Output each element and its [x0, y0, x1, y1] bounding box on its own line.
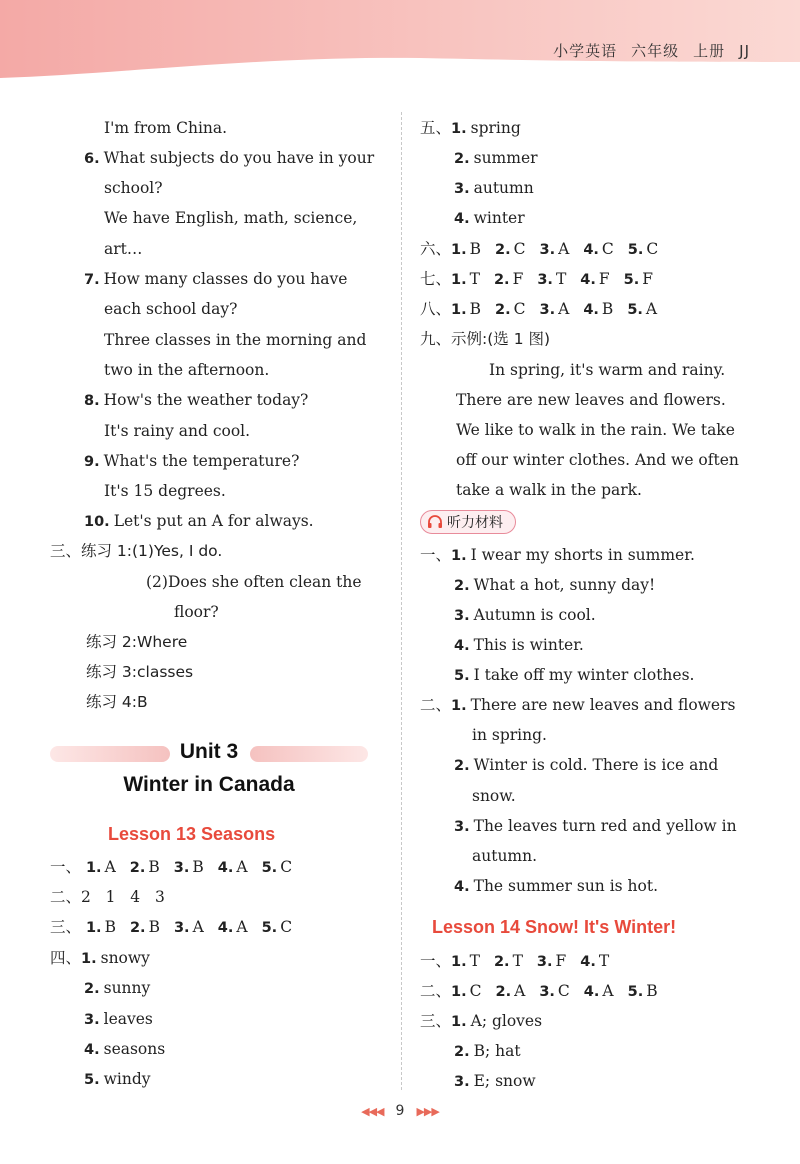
answer-item: 5. F — [623, 270, 654, 288]
practice-3: 练习 3:classes — [86, 663, 194, 681]
answer-item: 4. A — [217, 918, 248, 936]
essay-line: We like to walk in the rain. We take — [456, 421, 735, 439]
answer-text: We have English, math, science, — [104, 209, 358, 227]
answer-text: 2 1 4 3 — [81, 888, 165, 906]
practice-4: 练习 4:B — [86, 693, 148, 711]
row-label: 一、 — [420, 546, 452, 564]
l13-row-2 — [50, 887, 165, 907]
essay-line: off our winter clothes. And we often — [456, 451, 739, 469]
answer-item: 2. C — [495, 240, 526, 258]
header-edition: JJ — [739, 42, 750, 60]
row-label: 六、 — [420, 240, 452, 258]
r5-row: 五、1. spring — [420, 119, 521, 137]
answer-item: 2. C — [495, 300, 526, 318]
answer-item: 4. A — [583, 982, 614, 1000]
answer-item: 3. A — [539, 240, 570, 258]
header-subject: 小学英语 — [553, 42, 618, 60]
answer-item: 2. B — [129, 918, 160, 936]
answer-item: 4. seasons — [84, 1040, 166, 1058]
headphones-icon — [427, 514, 443, 530]
answer-item: 4. F — [580, 270, 610, 288]
question-9 — [84, 451, 299, 472]
answer-item: 5. windy — [84, 1070, 151, 1088]
answer-text: It's rainy and cool. — [104, 422, 251, 440]
answer-item: 5. C — [261, 918, 293, 936]
question-8 — [84, 390, 308, 411]
answer-item: 4. C — [583, 240, 614, 258]
essay-line: There are new leaves and flowers. — [456, 391, 726, 409]
answer-item: 3. B — [173, 858, 204, 876]
question-number: 6. — [84, 151, 100, 167]
lesson-14-title: Lesson 14 Snow! It's Winter! — [432, 917, 677, 937]
question-text: school? — [104, 179, 163, 197]
answer-item: 4. A — [217, 858, 248, 876]
answer-text: It's 15 degrees. — [104, 482, 226, 500]
answer-item: 1. T — [451, 270, 480, 288]
answer-item: 1. C — [451, 982, 482, 1000]
row-label: 三、 — [420, 1012, 452, 1030]
practice-2: 练习 2:Where — [86, 633, 188, 651]
answer-item: 5. C — [627, 240, 659, 258]
header-volume: 上册 — [693, 42, 726, 60]
answer-item: 2. summer — [454, 149, 538, 167]
essay-line: take a walk in the park. — [456, 481, 642, 499]
answer-item: 5. A — [627, 300, 658, 318]
row-label: 二、 — [420, 696, 452, 714]
listening-item: in spring. — [472, 726, 547, 744]
answer-item: 2. sunny — [84, 979, 151, 997]
header-grade: 六年级 — [631, 42, 680, 60]
answer-item: 3. A — [173, 918, 204, 936]
question-text: each school day? — [104, 300, 238, 318]
ls2-row: 二、1. There are new leaves and flowers — [420, 696, 736, 714]
answer-item: 3. F — [536, 952, 567, 970]
answer-text: floor? — [174, 603, 219, 621]
l13-row-1 — [50, 857, 306, 878]
row-label: 七、 — [420, 270, 452, 288]
answer-item: 1. B — [85, 918, 116, 936]
question-7 — [84, 269, 347, 290]
l13-row-4: 四、1. snowy — [50, 949, 150, 967]
question-number: 10. — [84, 514, 110, 530]
answer-item: 2. A — [495, 982, 526, 1000]
header-text — [539, 40, 750, 61]
answer-item: 3. E; snow — [454, 1072, 536, 1090]
page-header — [0, 0, 800, 100]
l14-row-3: 三、1. A; gloves — [420, 1012, 543, 1030]
answer-item: 4. winter — [454, 209, 525, 227]
unit-title: Unit 3 — [179, 740, 239, 763]
answer-item: 2. B — [129, 858, 160, 876]
listening-item: 2. Winter is cold. There is ice and — [454, 756, 719, 774]
answer-item: 3. T — [537, 270, 567, 288]
l14-row-1 — [420, 951, 623, 972]
row-label: 五、 — [420, 119, 452, 137]
answer-item: 5. B — [627, 982, 658, 1000]
answer-text: Three classes in the morning and — [104, 331, 367, 349]
answer-text: two in the afternoon. — [104, 361, 270, 379]
row-label: 二、 — [50, 888, 82, 906]
question-text: What's the temperature? — [103, 452, 300, 470]
answer-item: 3. leaves — [84, 1010, 153, 1028]
row-label: 四、 — [50, 949, 82, 967]
answer-item: 1. T — [451, 952, 480, 970]
question-text: How many classes do you have — [103, 270, 348, 288]
prev-arrows-icon: ◀◀◀ — [361, 1105, 384, 1118]
listening-item: 4. This is winter. — [454, 636, 584, 654]
listening-item: snow. — [472, 787, 516, 805]
row-label: 三、 — [50, 918, 82, 936]
listening-item: 4. The summer sun is hot. — [454, 877, 659, 895]
l13-row-3 — [50, 917, 306, 938]
answer-item: 2. F — [493, 270, 524, 288]
answer-item: 2. T — [493, 952, 523, 970]
question-number: 8. — [84, 393, 100, 409]
question-text: What subjects do you have in your — [103, 149, 375, 167]
question-6 — [84, 148, 374, 169]
answer-item: 1. B — [451, 240, 482, 258]
listening-item: 2. What a hot, sunny day! — [454, 576, 656, 594]
column-divider — [401, 112, 402, 1090]
r8-row — [420, 299, 671, 320]
answer-item: 3. autumn — [454, 179, 534, 197]
page-number: 9 — [395, 1103, 405, 1119]
answer-item: 4. B — [583, 300, 614, 318]
answer-item: 5. C — [261, 858, 293, 876]
answer-text: art… — [104, 240, 143, 258]
answer-item: 2. B; hat — [454, 1042, 521, 1060]
listening-item: 5. I take off my winter clothes. — [454, 666, 695, 684]
r9-example: 九、示例:(选 1 图) — [420, 330, 551, 348]
listening-item: 3. Autumn is cool. — [454, 606, 596, 624]
row-label: 一、 — [420, 952, 452, 970]
row-label: 二、 — [420, 982, 452, 1000]
next-arrows-icon: ▶▶▶ — [416, 1105, 439, 1118]
question-text: Let's put an A for always. — [113, 512, 314, 530]
question-10 — [84, 511, 314, 532]
r7-row — [420, 269, 667, 290]
listening-label: 听力材料 — [447, 515, 503, 531]
r6-row — [420, 239, 672, 260]
question-number: 9. — [84, 454, 100, 470]
question-text: How's the weather today? — [103, 391, 309, 409]
listening-item: autumn. — [472, 847, 538, 865]
answer-item: 3. A — [539, 300, 570, 318]
answer-line: I'm from China. — [104, 119, 228, 137]
answer-item: 4. T — [580, 952, 610, 970]
section-3-practice-1: 三、练习 1:(1)Yes, I do. — [50, 542, 223, 560]
unit-subtitle: Winter in Canada — [123, 773, 295, 796]
answer-item: 1. B — [451, 300, 482, 318]
l14-row-2 — [420, 981, 672, 1002]
ls1-row: 一、1. I wear my shorts in summer. — [420, 546, 695, 564]
row-label: 八、 — [420, 300, 452, 318]
essay-line: In spring, it's warm and rainy. — [489, 361, 726, 379]
row-label: 一、 — [50, 858, 82, 876]
question-number: 7. — [84, 272, 100, 288]
answer-item: 3. C — [539, 982, 570, 1000]
answer-text: (2)Does she often clean the — [146, 573, 362, 591]
listening-material-tag — [420, 510, 516, 534]
page-footer — [0, 1103, 800, 1119]
lesson-13-title: Lesson 13 Seasons — [108, 824, 276, 844]
listening-item: 3. The leaves turn red and yellow in — [454, 817, 737, 835]
answer-item: 1. A — [85, 858, 116, 876]
